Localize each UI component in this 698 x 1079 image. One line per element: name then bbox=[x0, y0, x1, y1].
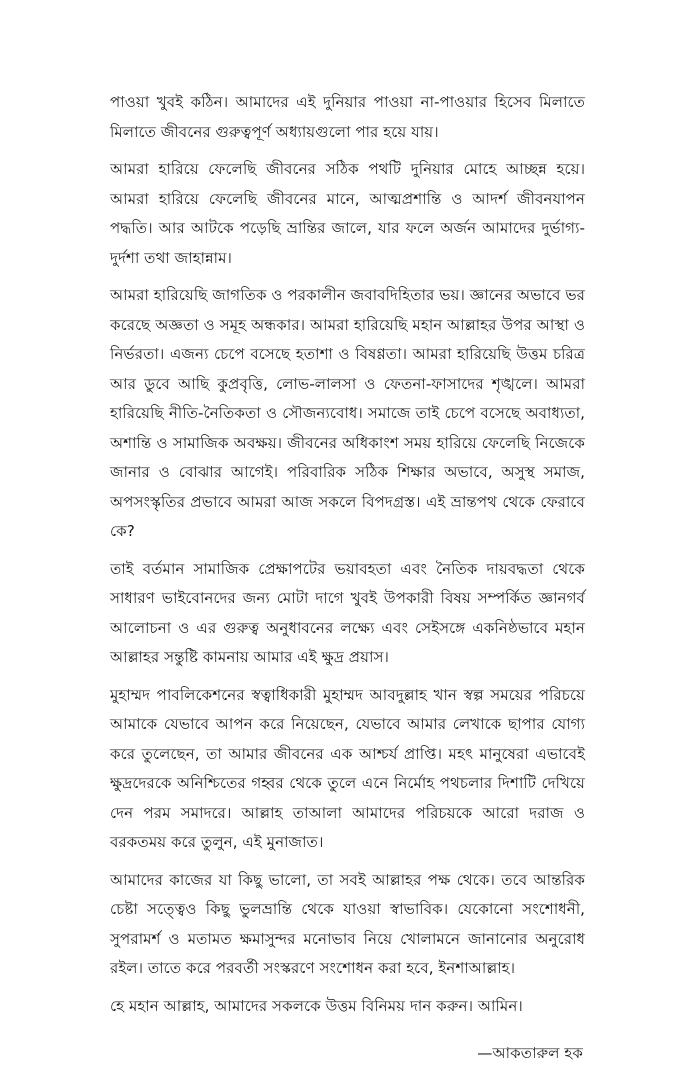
page-body bbox=[110, 88, 585, 1069]
paragraph-3: আমরা হারিয়েছি জাগতিক ও পরকালীন জবাবদিহিতার ভয়। জ্ঞানের অভাবে ভর করেছে অজ্ঞতা ও সমূহ অন্ধকার। আমরা হারিয়েছি মহান আল্লাহর উপর আস্থা ও নির্ভরতা। এজন্য চেপে বসেছে হতাশা ও বিষণ্ণতা। আমরা হারিয়েছি উত্তম চরিত্র আর ডুবে আছি কুপ্রবৃত্তি, লোভ-লালসা ও ফেতনা-ফাসাদের শৃঙ্খলে। আমরা হারিয়েছি নীতি-নৈতিকতা ও সৌজন্যবোধ। সমাজে তাই চেপে বসেছে অবাধ্যতা, অশান্তি ও সামাজিক অবক্ষয়। জীবনের অধিকাংশ সময় হারিয়ে ফেলেছি নিজেকে জানার ও বোঝার আগেই। পরিবারিক সঠিক শিক্ষার অভাবে, অসুস্থ সমাজ, অপসংস্কৃতির প্রভাবে আমরা আজ সকলে বিপদগ্রস্ত। এই ভ্রান্তপথ থেকে ফেরাবে কে? bbox=[110, 286, 585, 540]
paragraph-6: আমাদের কাজের যা কিছু ভালো, তা সবই আল্লাহর পক্ষ থেকে। তবে আন্তরিক চেষ্টা সত্ত্বেও কিছু ভুলভ্রান্তি থেকে যাওয়া স্বাভাবিক। যেকোনো সংশোধনী, সুপরামর্শ ও মতামত ক্ষমাসুন্দর মনোভাব নিয়ে খোলামনে জানানোর অনুরোধ রইল। তাতে করে পরবর্তী সংস্করণে সংশোধন করা হবে, ইনশাআল্লাহ। bbox=[110, 870, 585, 977]
paragraph-7: হে মহান আল্লাহ, আমাদের সকলকে উত্তম বিনিময় দান করুন। আমিন। bbox=[110, 996, 523, 1015]
paragraph-2: আমরা হারিয়ে ফেলেছি জীবনের সঠিক পথটি দুনিয়ার মোহে আচ্ছন্ন হয়ে। আমরা হারিয়ে ফেলেছি জীবনের মানে, আত্মপ্রশান্তি ও আদর্শ জীবনযাপন পদ্ধতি। আর আটকে পড়েছি ভ্রান্তির জালে, যার ফলে অর্জন আমাদের দুর্ভাগ্য-দুর্দশা তথা জাহান্নাম। bbox=[110, 160, 585, 267]
author-signature: —আকতারুল হক bbox=[477, 1044, 583, 1062]
paragraph-4: তাই বর্তমান সামাজিক প্রেক্ষাপটের ভয়াবহতা এবং নৈতিক দায়বদ্ধতা থেকে সাধারণ ভাইবোনদের জন্য মোটা দাগে খুবই উপকারী বিষয় সম্পর্কিত জ্ঞানগর্ব আলোচনা ও এর গুরুত্ব অনুধাবনের লক্ষ্যে এবং সেইসঙ্গে একনিষ্ঠভাবে মহান আল্লাহর সন্তুষ্টি কামনায় আমার এই ক্ষুদ্র প্রয়াস। bbox=[110, 559, 585, 666]
paragraph-5: মুহাম্মদ পাবলিকেশনের স্বত্বাধিকারী মুহাম্মদ আবদুল্লাহ খান স্বল্প সময়ের পরিচয়ে আমাকে যেভাবে আপন করে নিয়েছেন, যেভাবে আমার লেখাকে ছাপার যোগ্য করে তুলেছেন, তা আমার জীবনের এক আশ্চর্য প্রাপ্তি। মহৎ মানুষেরা এভাবেই ক্ষুদ্রদেরকে অনিশ্চিতের গহ্বর থেকে তুলে এনে নির্মোহ পথচলার দিশাটি দেখিয়ে দেন পরম সমাদরে। আল্লাহ তাআলা আমাদের পরিচয়কে আরো দরাজ ও বরকতময় করে তুলুন, এই মুনাজাত। bbox=[110, 685, 585, 851]
paragraph-1: পাওয়া খুবই কঠিন। আমাদের এই দুনিয়ার পাওয়া না-পাওয়ার হিসেব মিলাতে মিলাতে জীবনের গুরুত্বপূর্ণ অধ্যায়গুলো পার হয়ে যায়। bbox=[110, 93, 585, 141]
